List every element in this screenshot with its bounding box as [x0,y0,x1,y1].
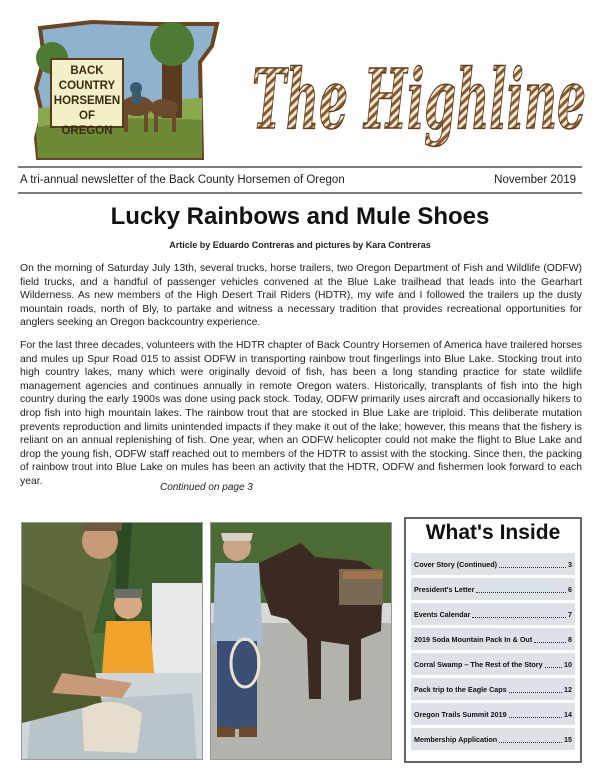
toc-item-page: 10 [564,659,572,669]
toc-leader-dots [534,636,566,643]
logo-line: COUNTRY [58,80,116,92]
toc-item[interactable] [411,628,575,650]
toc-item-label: Cover Story (Continued) [414,559,498,569]
tagline: A tri-annual newsletter of the Back County Horsemen of Oregon [20,174,345,186]
toc-item-label: 2019 Soda Mountain Pack In & Out [414,634,533,644]
whats-inside-title: What's Inside [425,521,561,544]
toc-item-page: 12 [564,684,572,694]
toc-item-label: Events Calendar [414,609,471,619]
toc-leader-dots [509,711,562,718]
toc-item[interactable] [411,678,575,700]
toc-item-page: 7 [568,609,572,619]
toc-item[interactable] [411,728,575,750]
toc-item-label: Oregon Trails Summit 2019 [414,709,507,719]
header-rule [18,166,582,168]
article-byline: Article by Eduardo Contreras and pictures by Kara Contreras [169,240,431,250]
toc-item-label: President's Letter [414,584,475,594]
toc-item-page: 15 [564,734,572,744]
article-paragraph: For the last three decades, volunteers with the HDTR chapter of Back Country Horsemen of America have trailered horses and mules up Spur Road 015 to assist ODFW in transporting rainbow trout fingerlings into Blue Lake. Stocking trout into high country lakes, many which were originally devoid of fish, has been a long standing practice for state wildlife management agencies and continues annually in remote Oregon waters. Historically, transplants of fish into the high country during the early 1900s was done using pack stock. Today, ODFW primarily uses aircraft and occasionally hikers to drop fish into high mountain lakes. The rainbow trout that are stocked in Blue Lake are triploid. This deliberate mutation prevents reproduction and limits unintended impacts if they make it out of the lake; however, this means that the fishery is reliant on an annual replenishing of fish. One year, when an ODFW helicopter could not make the flight to Blue Lake and drop the young fish, ODFW staff reached out to members of the HDTR to assist with the stocking. Since then, the packing of rainbow trout into Blue Lake on mules has been an activity that the HDTR, ODFW and fishermen look forward to each year. [20,340,582,487]
toc-leader-dots [545,661,562,668]
toc-item-page: 14 [564,709,572,719]
newsletter-title [248,18,593,158]
newsletter-title-text: The Highline [252,52,586,148]
toc-item-page: 8 [568,634,572,644]
logo-text [50,58,124,137]
toc-item[interactable] [411,553,575,575]
article-headline: Lucky Rainbows and Mule Shoes [110,203,490,230]
toc-item[interactable] [411,578,575,600]
toc-item-label: Membership Application [414,734,498,744]
article-paragraph: On the morning of Saturday July 13th, several trucks, horse trailers, two Oregon Department of Fish and Wildlife (ODFW) field trucks, and a handful of passenger vehicles convened at the Blue Lake trailhead that leads into the Gearhart Wilderness. As new members of the High Desert Trail Riders (HDTR), my wife and I followed the trailers up the dusty mountain roads, north of Bly, to partake and witness a necessary tradition that provides recreational opportunities for anglers seeking an Oregon backcountry experience. [20,263,582,329]
continued-link[interactable]: Continued on page 3 [160,482,253,493]
toc-item-page: 3 [568,559,572,569]
toc-item[interactable] [411,603,575,625]
toc-item[interactable] [411,703,575,725]
issue-date: November 2019 [494,174,576,186]
toc-item-label: Corral Swamp – The Rest of the Story [414,659,543,669]
bcho-logo [32,18,222,160]
toc-leader-dots [509,686,562,693]
photo-man-with-mule [210,522,392,760]
photo-fish-stocking [21,522,203,760]
toc-item-page: 6 [568,584,572,594]
toc-leader-dots [476,586,566,593]
logo-line: BACK [70,65,104,77]
whats-inside-box [404,517,582,763]
toc-leader-dots [499,561,566,568]
logo-line: HORSEMEN [53,95,121,107]
toc-item-label: Pack trip to the Eagle Caps [414,684,507,694]
header-rule [18,192,582,194]
logo-line: OF OREGON [61,110,113,137]
toc-leader-dots [472,611,566,618]
toc-leader-dots [499,736,562,743]
toc-item[interactable] [411,653,575,675]
